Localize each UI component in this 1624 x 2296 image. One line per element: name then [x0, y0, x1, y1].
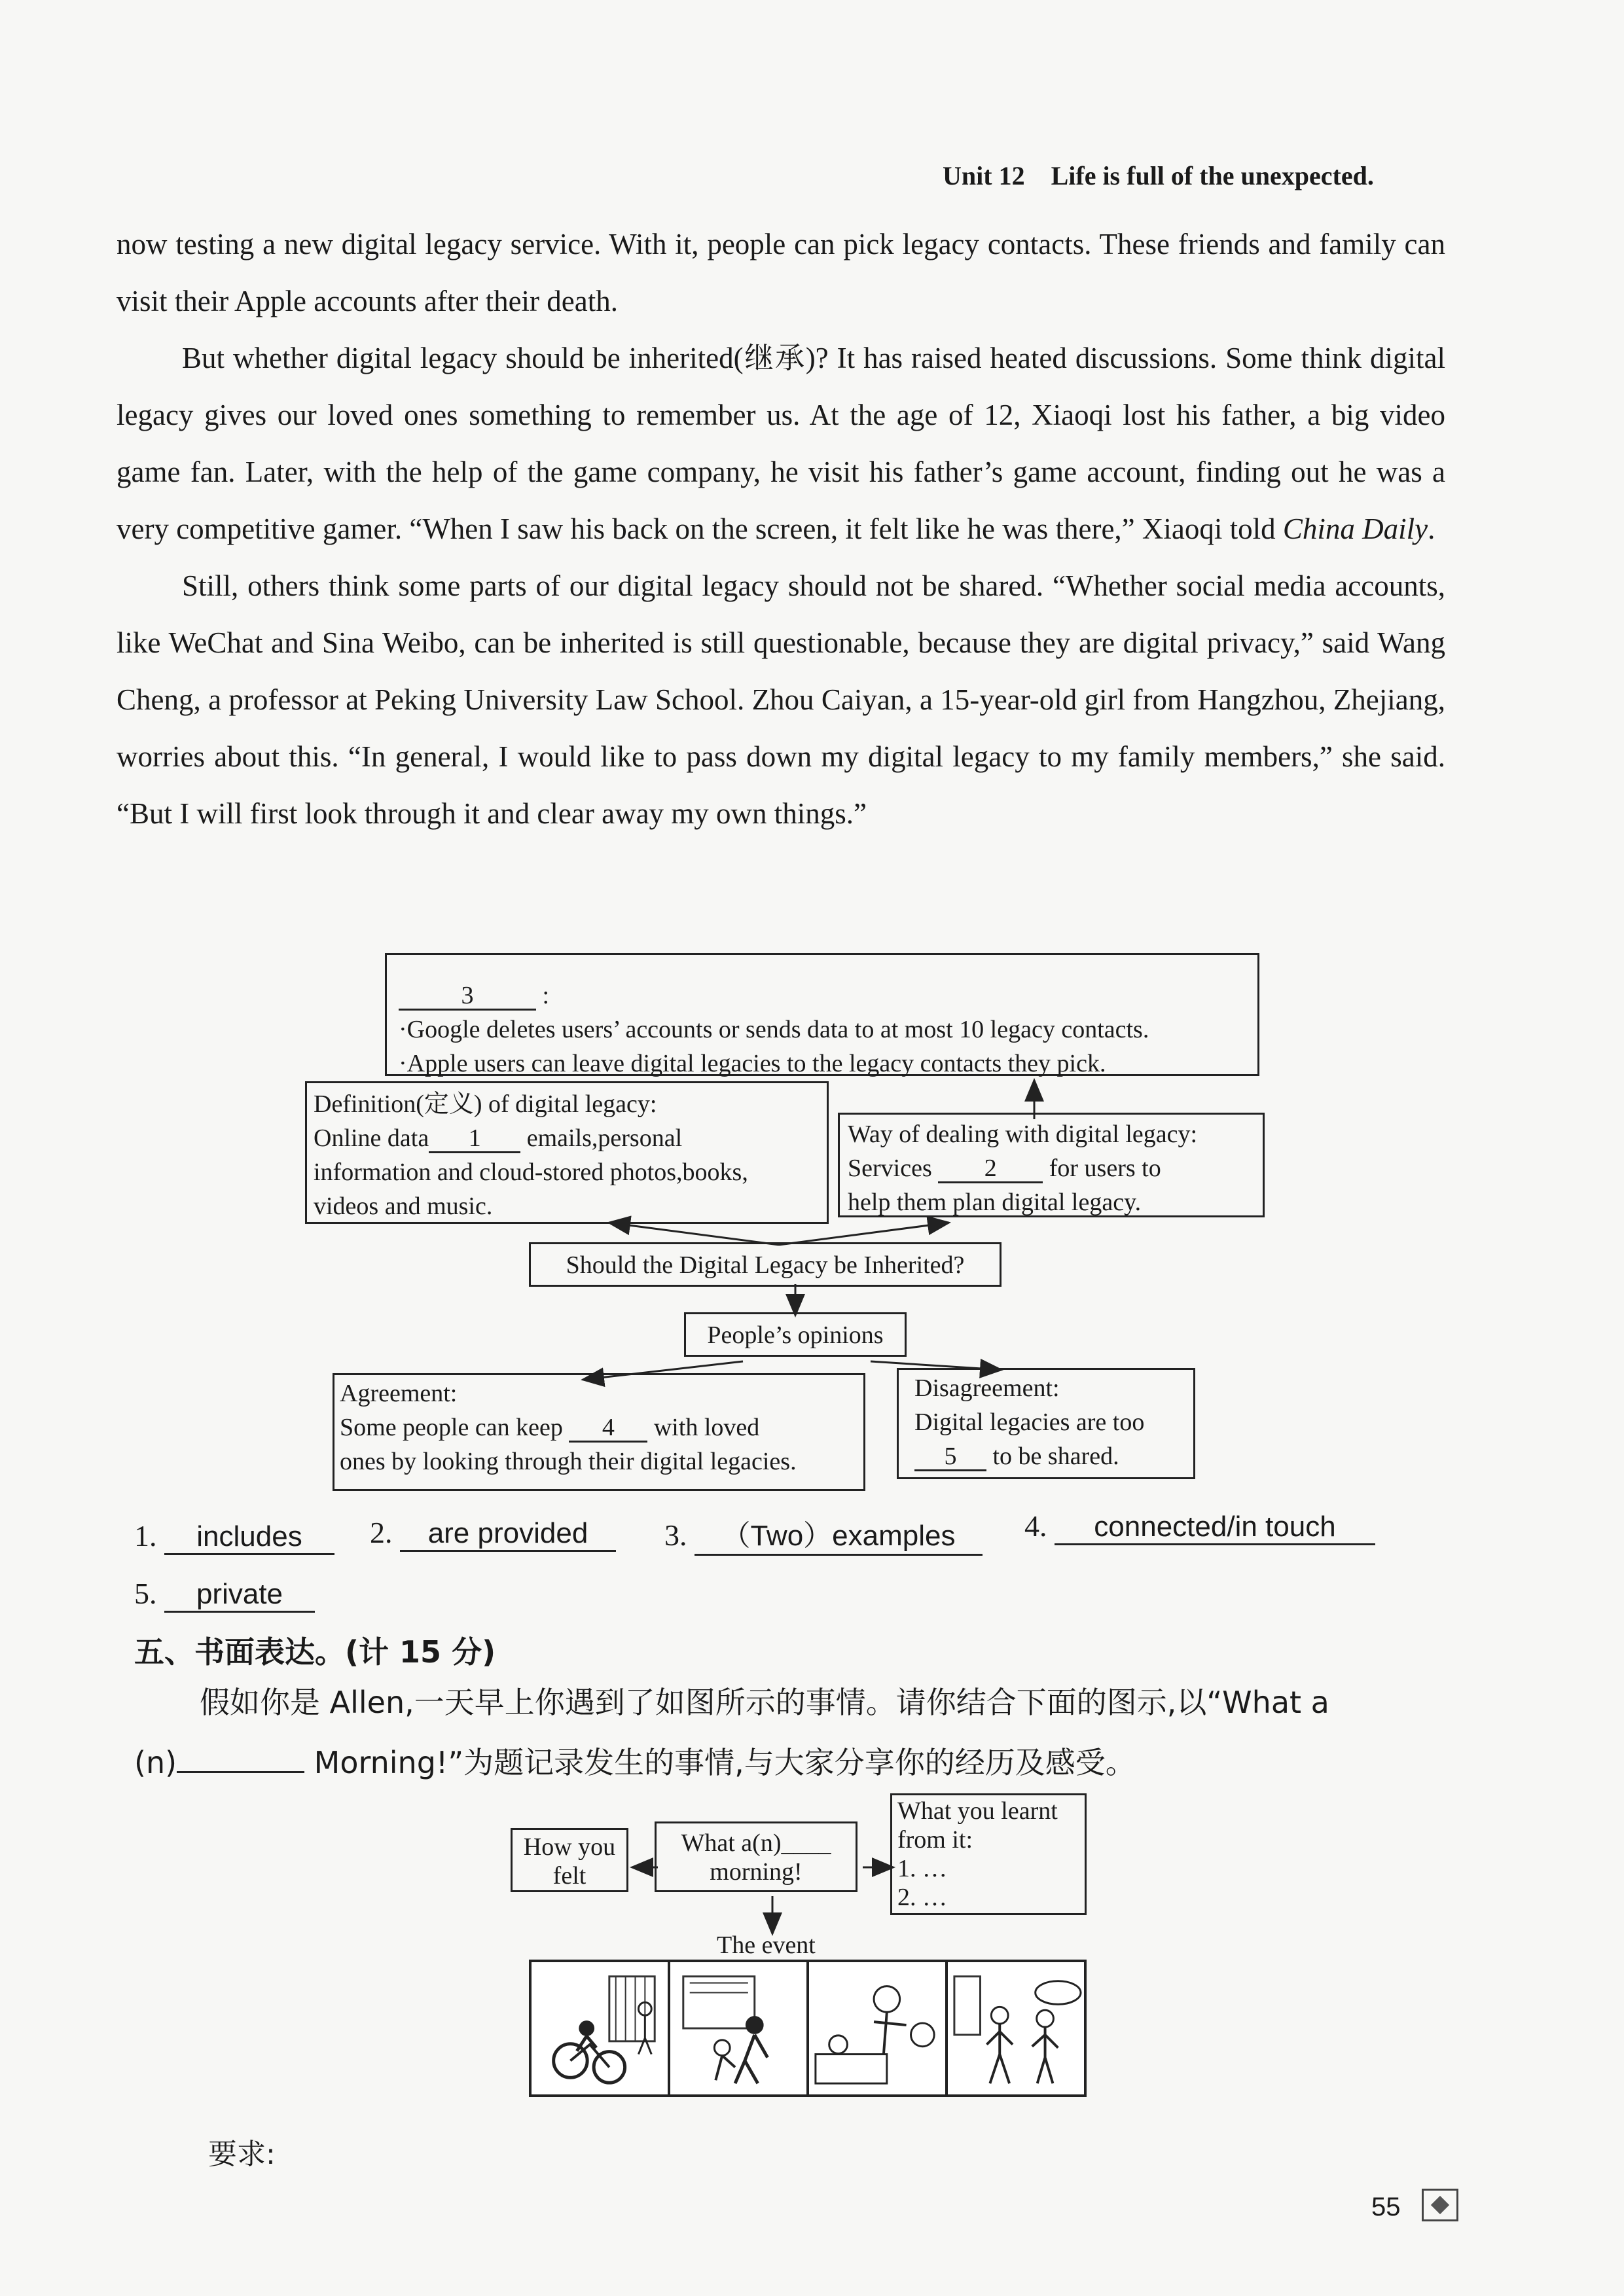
- arrow-to-way: [779, 1223, 949, 1245]
- hospital-illustration: [809, 1962, 945, 2094]
- writing-task-text-2: Morning!”为题记录发生的事情,与大家分享你的经历及感受。: [314, 1745, 1136, 1780]
- disagreement-line-3: [914, 1439, 1187, 1473]
- comic-strip: [529, 1960, 1087, 2097]
- event-label: The event: [717, 1931, 816, 1959]
- agreement-box: [333, 1373, 865, 1491]
- definition-box: [305, 1081, 829, 1224]
- agreement-title: Agreement:: [340, 1380, 458, 1407]
- answer-2-number: 2.: [370, 1516, 393, 1549]
- unit-title: Life is full of the unexpected.: [1051, 161, 1374, 190]
- answer-1: [134, 1518, 334, 1555]
- agreement-line-2: [340, 1410, 858, 1444]
- paragraph-2-text: But whether digital legacy should be inherited(继承)? It has raised heated discussions. Some think digital legacy gives our loved ones something to remember us. At the age of 12, Xiaoqi lost his father, a big video game fan. Later, with the help of the game company, he visit his father’s game account, finding out he was a very competitive gamer. “When I saw his back on the screen, it felt like he was there,” Xiaoqi told: [117, 342, 1445, 545]
- page-number: 55: [1371, 2193, 1401, 2221]
- definition-prefix: Online data: [314, 1124, 429, 1152]
- center-question-box: [529, 1242, 1001, 1287]
- blank-4: 4: [569, 1414, 647, 1443]
- disagreement-suffix: to be shared.: [992, 1443, 1119, 1470]
- answer-3-number: 3.: [664, 1518, 687, 1552]
- answer-5-value: private: [164, 1578, 315, 1613]
- blank-2: 2: [938, 1155, 1043, 1183]
- disagreement-title: Disagreement:: [914, 1374, 1060, 1402]
- answer-4-number: 4.: [1024, 1509, 1047, 1543]
- agreement-prefix: Some people can keep: [340, 1414, 563, 1441]
- paragraph-3: Still, others think some parts of our digital legacy should not be shared. “Whether social media accounts, like WeChat and Sina Weibo, can be inherited is still questionable, because they are digital privacy,” said Wang Cheng, a professor at Peking University Law School. Zhou Caiyan, a 15-year-old girl from Hangzhou, Zhejiang, worries about this. “In general, I would like to pass down my digital legacy to my family members,” she said. “But I will first look through it and clear away my own things.”: [117, 569, 1445, 830]
- comic-panel-4: [948, 1962, 1084, 2094]
- return-illustration: [948, 1962, 1084, 2094]
- requirements-label: 要求:: [208, 2138, 276, 2171]
- learnt-line-3: 1. …: [897, 1855, 947, 1882]
- answer-2: [370, 1515, 616, 1552]
- comic-panel-1: [532, 1962, 670, 2094]
- opinions-label: People’s opinions: [707, 1321, 884, 1349]
- way-title: Way of dealing with digital legacy:: [848, 1121, 1198, 1148]
- way-line-3: help them plan digital legacy.: [848, 1189, 1142, 1216]
- agreement-suffix: with loved: [653, 1414, 760, 1441]
- writing-task: [134, 1672, 1450, 1793]
- comic-panel-3: [809, 1962, 948, 2094]
- way-prefix: Services: [848, 1155, 932, 1182]
- answer-5-number: 5.: [134, 1577, 157, 1610]
- way-suffix: for users to: [1049, 1155, 1161, 1182]
- blank-1: 1: [429, 1125, 520, 1153]
- definition-suffix: emails,personal: [526, 1124, 683, 1152]
- newspaper-name: China Daily: [1282, 512, 1428, 545]
- way-line-2: [848, 1151, 1256, 1185]
- blank-3: 3: [399, 982, 536, 1011]
- definition-title: Definition(定义) of digital legacy:: [314, 1090, 657, 1118]
- arrow-to-definition: [609, 1223, 779, 1245]
- disagreement-line-2: Digital legacies are too: [914, 1408, 1145, 1436]
- title-blank: [177, 1771, 304, 1773]
- writing-task-line-2: [134, 1732, 1450, 1793]
- answer-4-value: connected/in touch: [1055, 1511, 1375, 1545]
- unit-label: Unit 12: [943, 161, 1025, 190]
- learnt-line-1: What you learnt: [897, 1797, 1058, 1825]
- writing-task-text-1: 假如你是 Allen,一天早上你遇到了如图所示的事情。请你结合下面的图示,以“What a: [200, 1685, 1329, 1720]
- blank-5: 5: [914, 1443, 986, 1471]
- page-header: [943, 160, 1374, 191]
- answer-3-value: （Two）examples: [695, 1512, 983, 1556]
- examples-title: 3 :: [399, 978, 1248, 1013]
- way-box: [838, 1113, 1265, 1217]
- center-morning-box: [655, 1821, 857, 1892]
- paragraph-1: now testing a new digital legacy service. With it, people can pick legacy contacts. These friends and family can visit their Apple accounts after their death.: [117, 228, 1445, 317]
- diamond-icon: [1431, 2196, 1449, 2214]
- paragraph-2: [117, 330, 1445, 558]
- answer-2-value: are provided: [400, 1517, 616, 1552]
- comic-panel-2: [670, 1962, 809, 2094]
- agreement-line-3: ones by looking through their digital legacies.: [340, 1448, 797, 1475]
- learnt-line-2: from it:: [897, 1826, 973, 1854]
- definition-line-2: [314, 1121, 820, 1155]
- morning-line-2: morning!: [710, 1858, 803, 1886]
- writing-task-n: (n): [134, 1745, 177, 1780]
- paragraph-2-end: .: [1428, 512, 1435, 545]
- answer-4: [1024, 1509, 1375, 1545]
- bike-fall-illustration: [532, 1962, 668, 2094]
- learnt-line-4: 2. …: [897, 1884, 947, 1911]
- answer-5: [134, 1576, 315, 1613]
- answer-3: [664, 1512, 983, 1556]
- examples-google: ·Google deletes users’ accounts or sends data to at most 10 legacy contacts.: [399, 1016, 1149, 1043]
- examples-apple: ·Apple users can leave digital legacies to the legacy contacts they pick.: [399, 1050, 1106, 1077]
- opinions-box: [684, 1312, 907, 1357]
- answer-1-number: 1.: [134, 1519, 157, 1552]
- disagreement-box: [897, 1368, 1195, 1479]
- page-corner-icon: [1422, 2189, 1458, 2221]
- morning-line-1: What a(n)____: [681, 1829, 831, 1857]
- center-question: Should the Digital Legacy be Inherited?: [566, 1251, 965, 1279]
- definition-line-3: information and cloud-stored photos,books,: [314, 1158, 748, 1186]
- felt-line-2: felt: [552, 1862, 586, 1890]
- writing-task-line-1: [134, 1672, 1450, 1732]
- reading-passage: [117, 216, 1445, 842]
- examples-box: [385, 953, 1259, 1076]
- answer-1-value: includes: [164, 1520, 334, 1555]
- definition-line-4: videos and music.: [314, 1193, 493, 1220]
- felt-line-1: How you: [523, 1833, 616, 1861]
- writing-section-heading: 五、书面表达。(计 15 分): [134, 1634, 496, 1670]
- learnt-box: [890, 1793, 1087, 1915]
- felt-box: [511, 1828, 628, 1892]
- help-illustration: [670, 1962, 806, 2094]
